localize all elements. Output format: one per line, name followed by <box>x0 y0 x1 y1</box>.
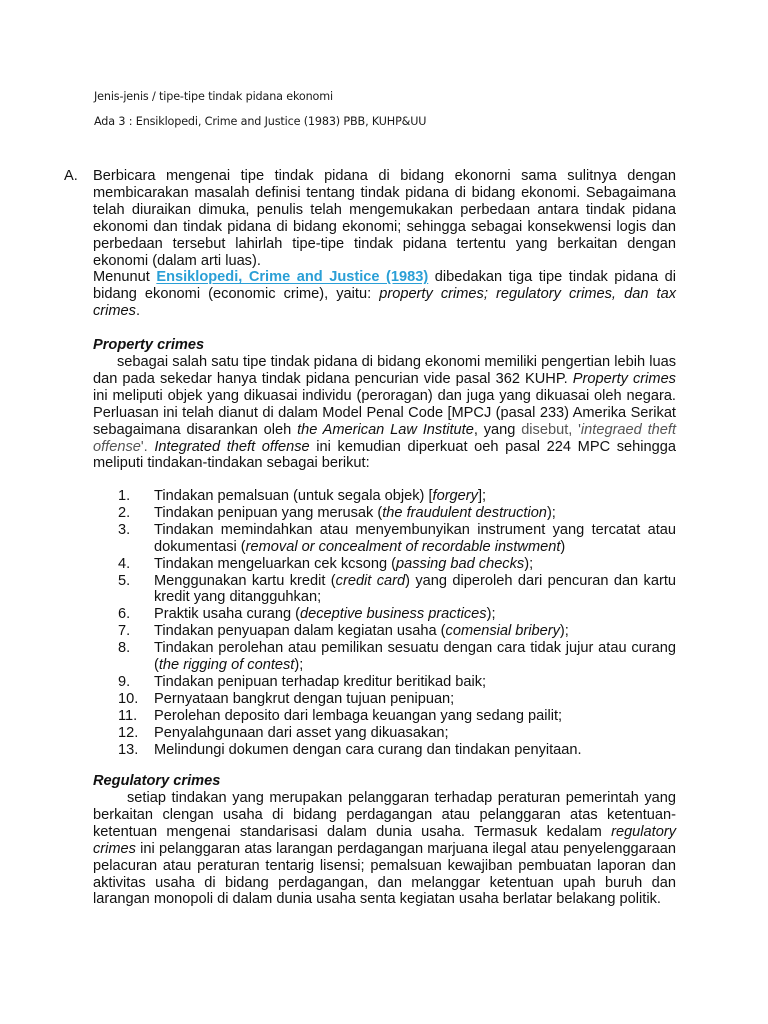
pc-text-5: ini kemudian diperkuat oeh pasal 224 MPC sehingga meliputi tindakan-tindakan sebagai berikut: <box>93 438 676 472</box>
list-after: ]; <box>477 488 487 504</box>
list-number: 10. <box>118 690 139 707</box>
list-item <box>118 691 676 708</box>
rc-text-2: ini pelanggaran atas larangan perdagangan marjuana ilegal atau penyelenggaraan pelacuran atau peraturan tentarig lisensi; pemalsuan kewajiban pembuatan laporan dan aktivitas usaha di bidang perdagangan, dan melanggar ketentuan upah buruh dan larangan monopoli di dalam dunia usaha senta kegiatan usaha berlatar belakang politik. <box>93 840 676 908</box>
list-italic: removal or concealment of recordable instwment <box>245 538 561 555</box>
rc-text-1: setiap tindakan yang merupakan pelanggaran terhadap peraturan pemerintah yang berkaitan clengan usaha di bidang perdagangan atau pelanggaran atas ketentuan-ketentuan mengenai standarisasi dalam dunia usaha. Termasuk kedalam <box>93 790 676 840</box>
pc-italic-1: Property crimes <box>572 370 676 387</box>
list-item <box>118 640 676 674</box>
list-number: 6. <box>118 606 131 623</box>
list-italic: deceptive business practices <box>300 606 487 623</box>
list-item <box>118 573 676 607</box>
list-after: ); <box>559 623 569 640</box>
list-after: ); <box>524 555 534 572</box>
header-title: Jenis-jenis / tipe-tipe tindak pidana ekonomi <box>94 90 333 103</box>
types-end: . <box>135 302 141 319</box>
list-text: Perolehan deposito dari lembaga keuangan yang sedang pailit; <box>154 707 563 724</box>
list-item <box>118 674 676 691</box>
list-item <box>118 606 676 623</box>
list-after: ); <box>546 504 556 521</box>
pc-italic-3: integraed theft offense <box>93 421 676 455</box>
property-crimes-paragraph <box>93 354 676 472</box>
list-text: Tindakan mengeluarkan cek kcsong ( <box>154 555 397 572</box>
list-italic: forgery <box>432 488 478 504</box>
list-number: 5. <box>118 572 131 589</box>
list-text: Tindakan memindahkan atau menyembunyikan instrument yang tercatat atau dokumentasi ( <box>154 521 676 555</box>
list-number: 12. <box>118 724 139 741</box>
list-text: Penyalahgunaan dari asset yang dikuasakan; <box>154 724 449 741</box>
property-crimes-list <box>118 488 676 759</box>
list-number: 3. <box>118 521 131 538</box>
list-italic: the rigging of contest <box>158 657 295 674</box>
list-number: 9. <box>118 673 131 690</box>
pc-text-3: , yang <box>473 421 522 438</box>
list-number: 4. <box>118 555 131 572</box>
list-text: Tindakan perolehan atau pemilikan sesuatu dengan cara tidak jujur atau curang ( <box>154 640 676 674</box>
list-item <box>118 556 676 573</box>
list-italic: passing bad checks <box>396 555 525 572</box>
list-number: 13. <box>118 741 139 758</box>
list-italic: the fraudulent destruction <box>382 504 547 521</box>
list-after: ) yang diperoleh dari pencuran dan kartu kredit yang ditangguhkan; <box>154 572 677 606</box>
list-text: Praktik usaha curang ( <box>154 606 301 623</box>
list-number: 1. <box>118 488 131 504</box>
pc-text-1: sebagai salah satu tipe tindak pidana di bidang ekonomi memiliki pengertian lebih luas dan pada sekedar hanya tindak pidana pencurian vide pasal 362 KUHP. <box>93 354 676 387</box>
list-text: Tindakan penyuapan dalam kegiatan usaha ( <box>154 623 446 640</box>
pc-italic-4: Integrated theft offense <box>154 438 310 455</box>
list-number: 7. <box>118 623 131 640</box>
encyclopedia-link[interactable]: Ensiklopedi, Crime and Justice (1983) <box>156 269 429 285</box>
list-italic: comensial bribery <box>445 623 560 640</box>
types-prefix: Menunut <box>93 269 157 285</box>
list-number: 2. <box>118 504 131 521</box>
list-italic: credit card <box>335 572 406 589</box>
list-item <box>118 708 676 725</box>
types-paragraph <box>93 269 676 320</box>
list-number: 8. <box>118 640 131 657</box>
types-list-italic: property crimes; regulatory crimes, dan tax crimes <box>93 285 676 319</box>
list-text: Tindakan pemalsuan (untuk segala objek) [ <box>154 488 433 504</box>
list-after: ) <box>560 538 566 555</box>
list-text: Menggunakan kartu kredit ( <box>154 572 336 589</box>
list-text: Pernyataan bangkrut dengan tujuan penipuan; <box>154 690 455 707</box>
list-item <box>118 623 676 640</box>
list-item <box>118 725 676 742</box>
list-text: Melindungi dokumen dengan cara curang dan tindakan penyitaan. <box>154 741 582 758</box>
pc-text-4: '. <box>140 438 155 455</box>
list-text: Tindakan penipuan yang merusak ( <box>154 504 383 521</box>
list-text: Tindakan penipuan terhadap kreditur beritikad baik; <box>154 673 487 690</box>
section-marker: A. <box>64 168 78 184</box>
list-item <box>118 522 676 556</box>
list-number: 11. <box>118 707 138 724</box>
list-item <box>118 742 676 759</box>
intro-paragraph: Berbicara mengenai tipe tindak pidana di bidang ekonorni sama sulitnya dengan membicarakan masalah definisi tentang tindak pidana di bidang ekonomi. Sebagaimana telah diuraikan dimuka, penulis telah mengemukakan perbedaan antara tindak pidana ekonomi dan tindak pidana di bidang ekonomi; sehingga sebagai konsekwensi logis dan perbedaan tersebut lahirlah tipe-tipe tindak pidana tertentu yang berkaitan dengan ekonomi (dalam arti luas). <box>93 168 676 269</box>
pc-gray-text: disebut, ' <box>521 421 581 438</box>
pc-text-2: ini meliputi objek yang dikuasai individu (peroragan) dan juga yang dikuasai oleh negara. Perluasan ini telah dianut di dalam Model Penal Code [MPCJ (pasal 233) Amerika Serikat sebagaimana disarankan oleh <box>93 387 676 438</box>
rc-italic-1: regulatory crimes <box>93 823 676 857</box>
list-after: ); <box>486 606 496 623</box>
header-subtitle: Ada 3 : Ensiklopedi, Crime and Justice (1983) PBB, KUHP&UU <box>94 115 427 128</box>
list-item <box>118 488 676 505</box>
regulatory-crimes-heading: Regulatory crimes <box>93 773 221 789</box>
regulatory-crimes-paragraph <box>93 790 676 908</box>
types-middle: dibedakan tiga tipe tindak pidana di bidang ekonomi (economic crime), yaitu: <box>93 269 677 302</box>
property-crimes-heading: Property crimes <box>93 337 205 353</box>
list-after: ); <box>294 657 304 674</box>
list-item <box>118 505 676 522</box>
pc-italic-2: the American Law Institute <box>297 421 474 438</box>
